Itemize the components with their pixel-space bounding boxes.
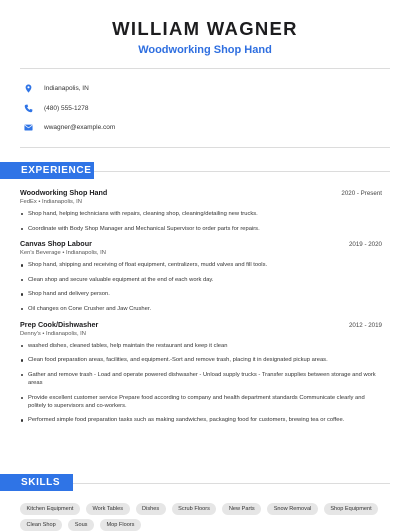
job-bullet: Performed simple food preparation tasks such as making sandwiches, packaging food for customers, brewing tea or coffee.	[20, 416, 382, 424]
skill-chip: Snow Removal	[267, 503, 318, 515]
job-dates: 2019 - 2020	[348, 241, 382, 249]
skills-section-header: SKILLS	[0, 474, 73, 491]
job-bullet: Shop hand, helping technicians with repairs, cleaning shop, cleaning/detailing new trucks.	[20, 210, 382, 218]
skill-chip: Kitchen Equipment	[20, 503, 80, 515]
job-title: Canvas Shop Labour	[20, 239, 92, 249]
skill-chip: Clean Shop	[20, 519, 62, 531]
job-bullet: Shop hand and delivery person.	[20, 290, 382, 298]
candidate-name: WILLIAM WAGNER	[112, 18, 298, 39]
phone-text: (480) 555-1278	[44, 104, 89, 112]
phone-icon	[23, 103, 33, 113]
skills-list	[20, 503, 400, 531]
job-company: Denny's • Indianapolis, IN	[20, 330, 86, 337]
envelope-icon	[23, 123, 33, 133]
skill-chip: Scrub Floors	[172, 503, 217, 515]
job-bullet: Gather and remove trash - Load and operate powered dishwasher - Unload supply trucks - Transfer supplies between storage and work areas	[20, 371, 382, 387]
skill-chip: Sous	[68, 519, 94, 531]
skill-chip: Dishes	[136, 503, 166, 515]
skill-chip: New Parts	[222, 503, 261, 515]
job-title-headline: Woodworking Shop Hand	[138, 44, 272, 56]
map-pin-icon	[23, 84, 33, 94]
job-company: FedEx • Indianapolis, IN	[20, 199, 82, 205]
skills-header-line	[73, 483, 390, 484]
job-bullet: Clean food preparation areas, facilities, and equipment.-Sort and remove trash, placing it in designated pickup areas.	[20, 356, 382, 364]
skill-chip: Work Tables	[86, 503, 130, 515]
job-bullet: washed dishes, cleaned tables, help maintain the restaurant and keep it clean	[20, 342, 382, 350]
contact-divider	[20, 147, 390, 148]
job-dates: 2012 - 2019	[348, 321, 382, 329]
job-entry	[20, 239, 382, 313]
job-bullet: Oil changes on Cone Crusher and Jaw Crusher.	[20, 305, 382, 313]
job-bullets	[20, 342, 382, 425]
job-bullets	[20, 210, 382, 233]
skill-chip: Mop Floors	[100, 519, 141, 531]
email-text: wwagner@example.com	[44, 124, 116, 132]
job-dates: 2020 - Present	[341, 190, 382, 197]
job-bullet: Provide excellent customer service Prepare food according to company and health department standards Communicate clearly and politely to supervisors and co-workers.	[20, 394, 382, 410]
experience-section-header: EXPERIENCE	[0, 162, 94, 179]
job-bullet: Shop hand, shipping and receiving of float equipment, centralizers, mudd valves and fill tools.	[20, 261, 382, 269]
skill-chip: Shop Equipment	[324, 503, 378, 515]
resume-header	[0, 18, 410, 56]
job-company: Ken's Beverage • Indianapolis, IN	[20, 250, 106, 257]
job-bullet: Coordinate with Body Shop Manager and Mechanical Supervisor to order parts for repairs.	[20, 225, 382, 233]
job-entry	[20, 188, 382, 233]
job-title: Woodworking Shop Hand	[20, 188, 108, 197]
experience-list	[20, 188, 382, 431]
job-entry	[20, 320, 382, 425]
header-divider	[20, 68, 390, 69]
contact-info	[20, 79, 390, 138]
contact-location	[20, 79, 390, 99]
contact-phone	[20, 99, 390, 119]
experience-header-line	[94, 171, 390, 172]
location-text: Indianapolis, IN	[44, 85, 89, 93]
job-bullet: Clean shop and secure valuable equipment at the end of each work day.	[20, 276, 382, 284]
contact-email	[20, 118, 390, 138]
job-bullets	[20, 261, 382, 313]
job-title: Prep Cook/Dishwasher	[20, 319, 99, 329]
